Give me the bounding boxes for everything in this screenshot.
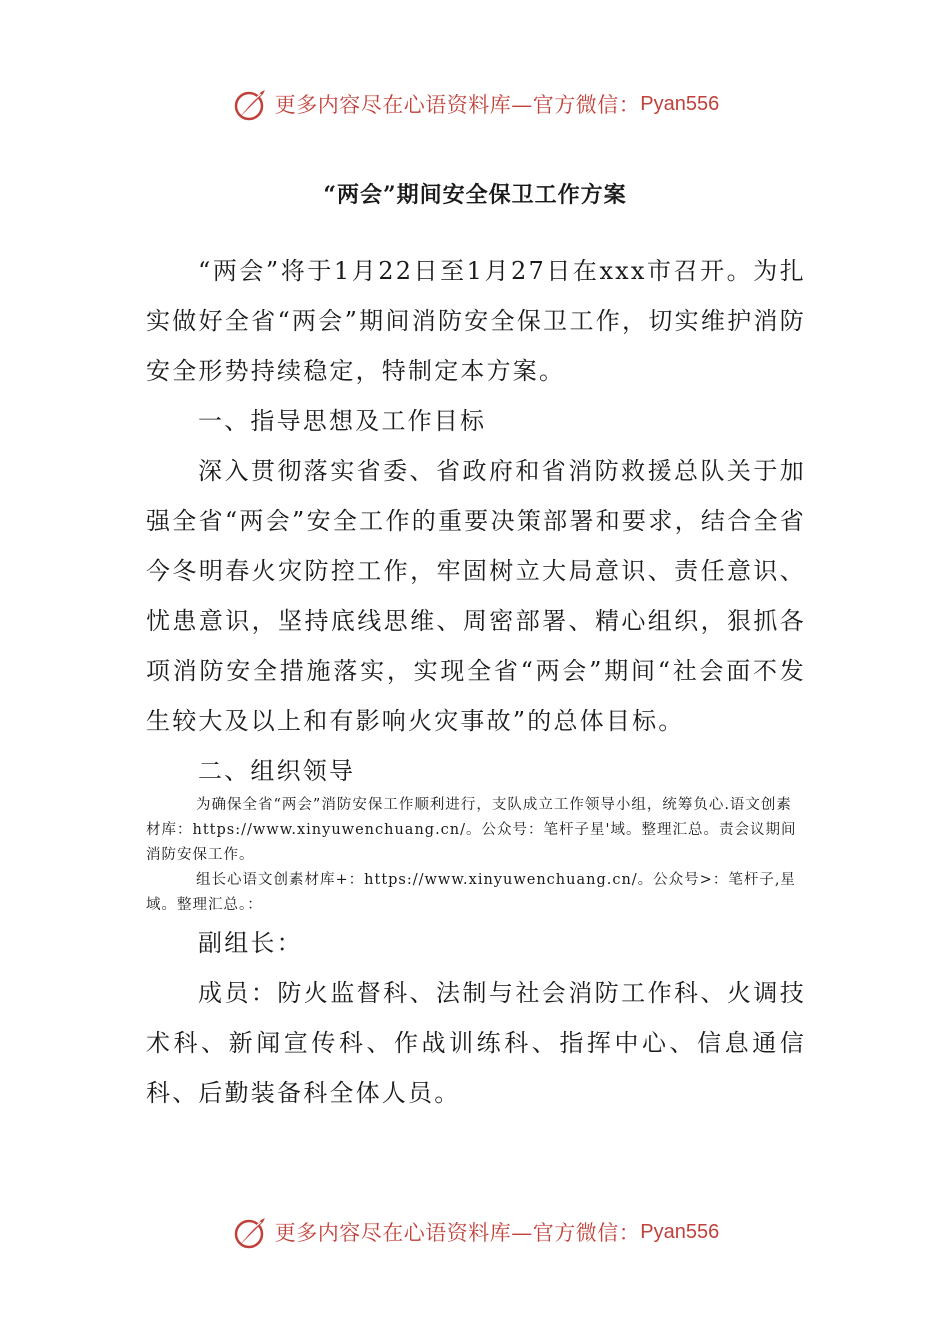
small-notes: [146, 793, 806, 918]
section1-heading: 一、指导思想及工作目标: [198, 407, 487, 435]
header-banner: [0, 82, 950, 126]
small-paragraph-2: 组长心语文创素材库+：https://www.xinyuwenchuang.cn/。公众号>：笔杆子,星域。整理汇总。：: [146, 872, 796, 913]
section1-paragraph: 深入贯彻落实省委、省政府和省消防救援总队关于加强全省“两会”安全工作的重要决策部署和要求，结合全省今冬明春火灾防控工作，牢固树立大局意识、责任意识、忧患意识，坚持底线思维、周密部署、精心组织，狠抓各项消防安全措施落实，实现全省“两会”期间“社会面不发生较大及以上和有影响火灾事故”的总体目标。: [146, 457, 806, 735]
banner-text: 更多内容尽在心语资料库—官方微信：: [274, 93, 641, 117]
section2-heading: 二、组织领导: [198, 757, 356, 785]
intro-paragraph: “两会”将于1月22日至1月27日在xxx市召开。为扎实做好全省“两会”期间消防安全保卫工作，切实维护消防安全形势持续稳定，特制定本方案。: [146, 257, 806, 385]
small-paragraph-1: 为确保全省“两会”消防安保工作顺利进行，支队成立工作领导小组，统筹负心.语文创素材库：https://www.xinyuwenchuang.cn/。公众号：笔杆子星'域。整理汇总。责会议期间消防安保工作。: [146, 797, 797, 863]
banner-text: 更多内容尽在心语资料库—官方微信：: [274, 1221, 641, 1245]
footer-banner: [0, 1210, 950, 1254]
document-title: “两会”期间安全保卫工作方案: [323, 182, 627, 208]
quill-logo-icon: [231, 1212, 271, 1252]
banner-account: Pyan556: [640, 92, 720, 115]
document-body: [146, 246, 806, 796]
deputy-line: 副组长：: [198, 929, 303, 957]
members-paragraph: 成员：防火监督科、法制与社会消防工作科、火调技术科、新闻宣传科、作战训练科、指挥中心、信息通信科、后勤装备科全体人员。: [146, 979, 806, 1107]
members-block: [146, 918, 806, 1118]
quill-logo-icon: [231, 84, 271, 124]
banner-account: Pyan556: [640, 1220, 720, 1243]
